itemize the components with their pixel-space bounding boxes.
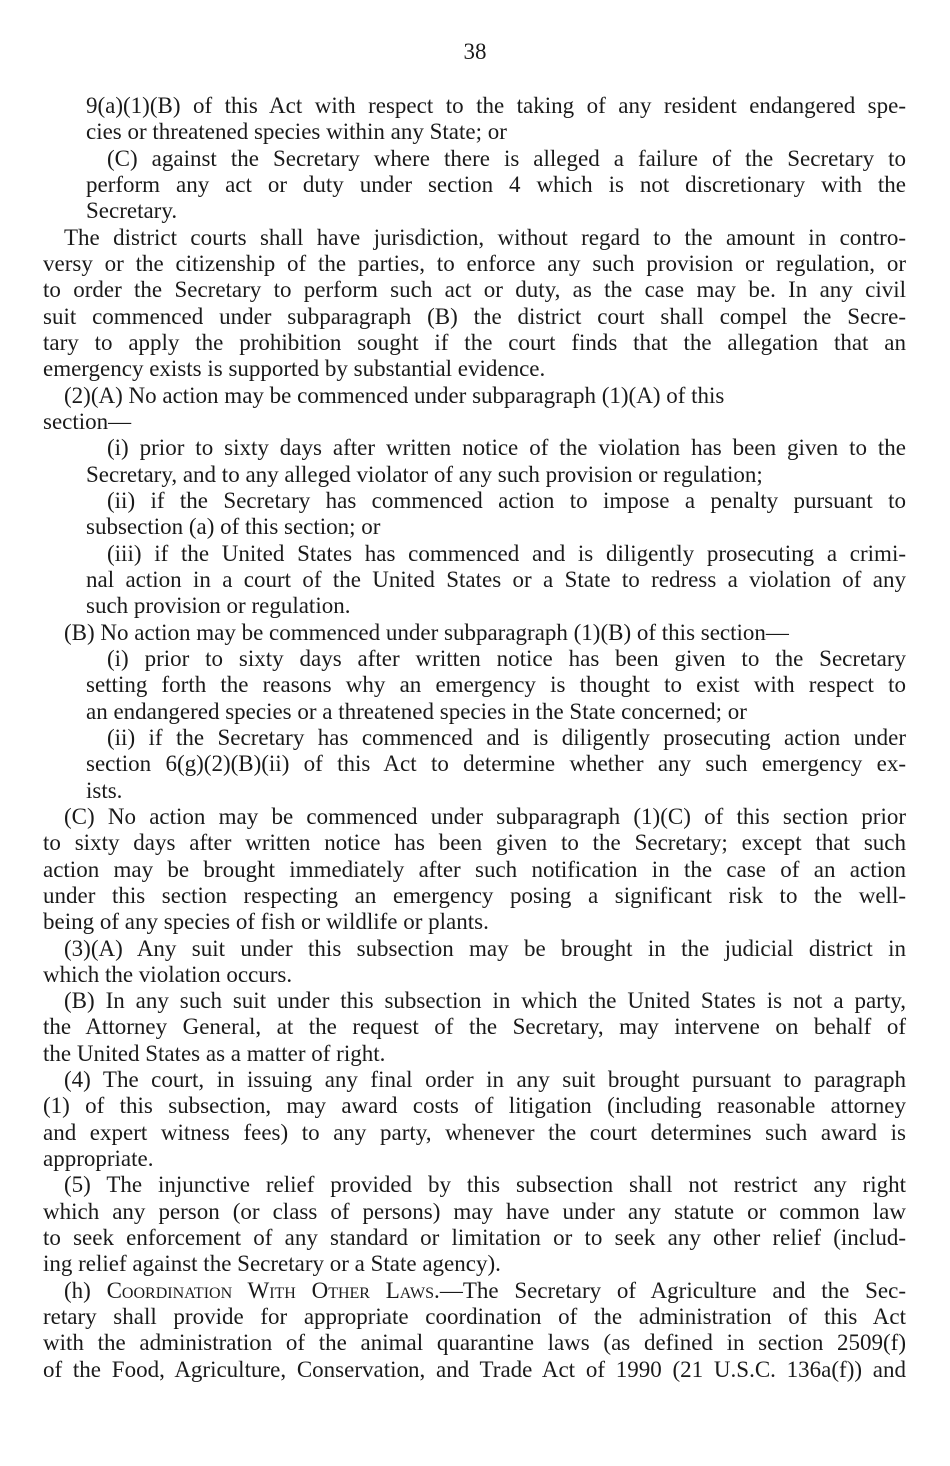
paragraph-2A (43, 383, 906, 436)
page-body (43, 93, 906, 1383)
paragraph-5 (43, 1172, 906, 1277)
text-line: nal action in a court of the United States or a State to redress a violation of any (86, 566, 906, 592)
paragraph-3A (43, 936, 906, 989)
paragraph-3B (43, 988, 906, 1067)
text-line: setting forth the reasons why an emergency is thought to exist with respect to (86, 672, 906, 698)
text-line: (C) against the Secretary where there is alleged a failure of the Secretary to (107, 145, 906, 171)
text-line: under this section respecting an emergency posing a significant risk to the well- (43, 882, 906, 908)
text-line: (i) prior to sixty days after written notice has been given to the Secretary (107, 645, 906, 671)
text-line: perform any act or duty under section 4 which is not discretionary with the (86, 171, 906, 197)
text-line: being of any species of fish or wildlife or plants. (43, 909, 489, 935)
text-line: (iii) if the United States has commenced and is diligently prosecuting a crimi- (107, 540, 906, 566)
paragraph-2B (43, 620, 906, 646)
text-line: which the violation occurs. (43, 961, 293, 987)
text-line: section— (43, 408, 132, 434)
text-line: action may be brought immediately after such notification in the case of an action (43, 856, 906, 882)
text-line: cies or threatened species within any State; or (86, 119, 507, 145)
text-line: Secretary, and to any alleged violator of any such provision or regulation; (86, 461, 763, 487)
text-line: (5) The injunctive relief provided by this subsection shall not restrict any right (64, 1172, 906, 1198)
text-line: (2)(A) No action may be commenced under subparagraph (1)(A) of this (64, 382, 725, 408)
clause-2B-ii (43, 725, 906, 804)
text-line: to order the Secretary to perform such act or duty, as the case may be. In any civil (43, 277, 906, 303)
text-line: retary shall provide for appropriate coordination of the administration of this Act (43, 1304, 906, 1330)
text-line (43, 1278, 906, 1304)
text-line: (4) The court, in issuing any final order in any suit brought pursuant to paragraph (64, 1067, 906, 1093)
text-line: The district courts shall have jurisdiction, without regard to the amount in contro- (64, 224, 906, 250)
text-line: appropriate. (43, 1146, 154, 1172)
text-line: (B) In any such suit under this subsection in which the United States is not a party, (64, 988, 906, 1014)
text-line: (ii) if the Secretary has commenced action to impose a penalty pursuant to (107, 487, 906, 513)
subparagraph-B-continuation (43, 93, 906, 146)
text-line: tary to apply the prohibition sought if the court finds that the allegation that an (43, 329, 906, 355)
clause-2B-i (43, 646, 906, 725)
text-line: such provision or regulation. (86, 593, 351, 619)
text-line: the United States as a matter of right. (43, 1040, 386, 1066)
subsection-h (43, 1278, 906, 1383)
clause-2A-i (43, 435, 906, 488)
subparagraph-C (43, 146, 906, 225)
clause-2A-iii (43, 541, 906, 620)
subsection-heading: Coordination With Other Laws. (106, 1277, 440, 1303)
text-line: suit commenced under subparagraph (B) the district court shall compel the Secre- (43, 303, 906, 329)
text-line: 9(a)(1)(B) of this Act with respect to the taking of any resident endangered spe- (86, 93, 906, 118)
text-line: (i) prior to sixty days after written notice of the violation has been given to the (107, 435, 906, 461)
text-line: of the Food, Agriculture, Conservation, and Trade Act of 1990 (21 U.S.C. 136a(f)) and (43, 1356, 906, 1382)
text-line: an endangered species or a threatened species in the State concerned; or (86, 698, 747, 724)
text-line: with the administration of the animal quarantine laws (as defined in section 2509(f) (43, 1330, 906, 1356)
subsection-enumerator: (h) (64, 1277, 91, 1303)
text-line: to sixty days after written notice has been given to the Secretary; except that such (43, 830, 906, 856)
text-line: subsection (a) of this section; or (86, 514, 381, 540)
text-line: section 6(g)(2)(B)(ii) of this Act to determine whether any such emergency ex- (86, 751, 906, 777)
text-line: ists. (86, 777, 123, 803)
text-line: ing relief against the Secretary or a State agency). (43, 1251, 501, 1277)
text-line: (B) No action may be commenced under subparagraph (1)(B) of this section— (64, 619, 789, 645)
paragraph-jurisdiction (43, 225, 906, 383)
clause-2A-ii (43, 488, 906, 541)
text-line: emergency exists is supported by substantial evidence. (43, 356, 546, 382)
text-line: to seek enforcement of any standard or limitation or to seek any other relief (includ- (43, 1225, 906, 1251)
text-line: the Attorney General, at the request of the Secretary, may intervene on behalf of (43, 1014, 906, 1040)
text-line: (ii) if the Secretary has commenced and is diligently prosecuting action under (107, 724, 906, 750)
text-line: (C) No action may be commenced under subparagraph (1)(C) of this section prior (64, 803, 906, 829)
paragraph-2C (43, 804, 906, 936)
text-line-remainder: —The Secretary of Agriculture and the Sec- (439, 1277, 906, 1303)
paragraph-4 (43, 1067, 906, 1172)
text-line: and expert witness fees) to any party, whenever the court determines such award is (43, 1119, 906, 1145)
text-line: (3)(A) Any suit under this subsection may be brought in the judicial district in (64, 935, 906, 961)
text-line: (1) of this subsection, may award costs of litigation (including reasonable attorney (43, 1093, 906, 1119)
text-line: versy or the citizenship of the parties, to enforce any such provision or regulation, or (43, 250, 906, 276)
page-number: 38 (463, 39, 487, 64)
text-line: Secretary. (86, 198, 178, 224)
text-line: which any person (or class of persons) may have under any statute or common law (43, 1198, 906, 1224)
